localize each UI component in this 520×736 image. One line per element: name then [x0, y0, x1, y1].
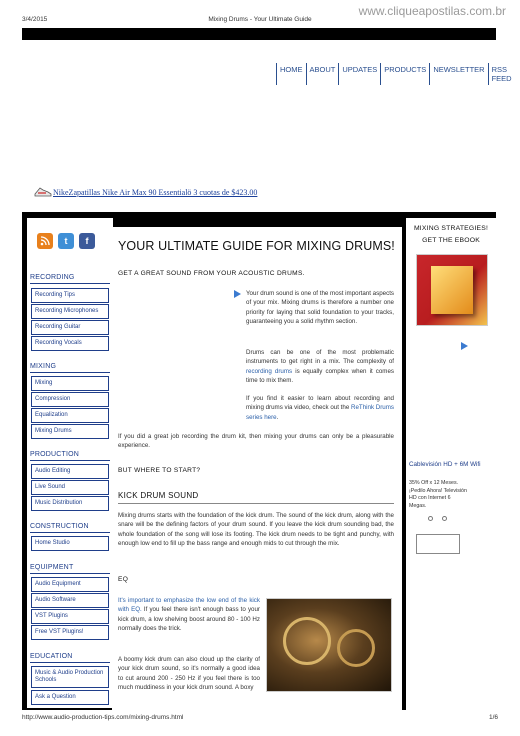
- sidebar-item-recording-guitar[interactable]: Recording Guitar: [31, 320, 109, 335]
- divider: [30, 283, 110, 284]
- section-heading-equipment: EQUIPMENT: [30, 564, 74, 571]
- nav-updates[interactable]: UPDATES: [338, 63, 380, 85]
- intro-paragraph-4: If you did a great job recording the drum kit, then mixing your drums can only be a pleasurable experience.: [118, 433, 394, 450]
- main-content: [112, 227, 402, 710]
- play-icon[interactable]: [234, 290, 241, 298]
- ad-button[interactable]: [416, 534, 460, 554]
- social-icons: [37, 233, 95, 249]
- page-title: YOUR ULTIMATE GUIDE FOR MIXING DRUMS!: [118, 239, 395, 253]
- sidebar-item-audio-software[interactable]: Audio Software: [31, 593, 109, 608]
- intro-paragraph-2: Drums can be one of the most problematic instruments to get right in a mix. The complexity of recording drums is equally complex when it comes time to mix them.: [246, 349, 394, 385]
- page-subtitle: GET A GREAT SOUND FROM YOUR ACOUSTIC DRUMS.: [118, 270, 305, 277]
- watermark: www.cliqueapostilas.com.br: [358, 4, 506, 18]
- carousel-dot[interactable]: [428, 516, 433, 521]
- sidebar-item-audio-editing[interactable]: Audio Editing: [31, 464, 109, 479]
- heading-eq: EQ: [118, 576, 129, 583]
- divider: [30, 532, 110, 533]
- emphasize-low-end-link[interactable]: It's important to emphasize the low end of the kick with EQ.: [118, 597, 260, 614]
- nav-rss-feed[interactable]: RSS FEED: [488, 63, 520, 85]
- sidebar-item-live-sound[interactable]: Live Sound: [31, 480, 109, 495]
- intro-paragraph-3: If you find it easier to learn about recording and mixing drums via video, check out the ReThink Drums series here.: [246, 395, 394, 421]
- rss-icon[interactable]: [37, 233, 53, 249]
- ad-link-text[interactable]: NikeZapatillas Nike Air Max 90 Essentialö 3 cuotas de $423.00: [53, 187, 258, 197]
- section-heading-construction: CONSTRUCTION: [30, 523, 89, 530]
- sidebar-item-music-audio-production-schools[interactable]: Music & Audio Production Schools: [31, 666, 109, 688]
- recording-drums-link[interactable]: recording drums: [246, 367, 293, 375]
- divider: [118, 503, 394, 504]
- ebook-subheading: GET THE EBOOK: [422, 237, 480, 244]
- sidebar-item-music-distribution[interactable]: Music Distribution: [31, 496, 109, 511]
- intro-paragraph-1: Your drum sound is one of the most important aspects of your mix. Mixing drums is therefore a number one priority for laying that solid foundation to your tracks, guaranteeing you a solid rhythm section.: [246, 290, 395, 326]
- heading-kick-drum-sound: KICK DRUM SOUND: [118, 491, 199, 500]
- divider: [30, 372, 110, 373]
- ebook-heading: MIXING STRATEGIES!: [413, 225, 489, 232]
- divider: [30, 460, 110, 461]
- twitter-icon[interactable]: t: [58, 233, 74, 249]
- nav-home[interactable]: HOME: [276, 63, 306, 85]
- sidebar-item-equalization[interactable]: Equalization: [31, 408, 109, 423]
- section-heading-education: EDUCATION: [30, 653, 73, 660]
- sidebar-item-audio-equipment[interactable]: Audio Equipment: [31, 577, 109, 592]
- eq-paragraph-2: A boomy kick drum can also cloud up the clarity of your kick drum sound, so it's normally a good idea to cut around 200 - 250 Hz if you feel there is too much muddiness in your kick drum sound. A boxy: [118, 656, 260, 692]
- kick-paragraph: Mixing drums starts with the foundation of the kick drum. The sound of the kick drum, along with the snare will be the defining factors of your drum sound. If you leave the kick drum sounding bad, the whole foundation of the song will lose its footing. The kick drum needs to be tight and punchy, with enough low end to fill up the bass range and enough mids to cut through the mix.: [118, 512, 394, 548]
- rethink-drums-link[interactable]: ReThink Drums series here: [246, 404, 394, 421]
- section-heading-production: PRODUCTION: [30, 451, 80, 458]
- sidebar-item-recording-vocals[interactable]: Recording Vocals: [31, 336, 109, 351]
- section-where-to-start: BUT WHERE TO START?: [118, 467, 201, 474]
- eq-paragraph-1: It's important to emphasize the low end of the kick with EQ. If you feel there isn't enough bass to your kick drum, a low shelving boost around 80 - 100 Hz normally does the trick.: [118, 597, 260, 633]
- top-black-bar: [22, 28, 496, 40]
- ad-link[interactable]: [34, 186, 257, 198]
- sidebar-item-compression[interactable]: Compression: [31, 392, 109, 407]
- nav-about[interactable]: ABOUT: [306, 63, 339, 85]
- ebook-cover[interactable]: [416, 254, 488, 326]
- section-heading-mixing: MIXING: [30, 363, 57, 370]
- print-footer-url: http://www.audio-production-tips.com/mixing-drums.html: [22, 714, 184, 721]
- print-title: Mixing Drums - Your Ultimate Guide: [208, 16, 312, 23]
- divider: [30, 662, 110, 663]
- divider: [30, 573, 110, 574]
- sidebar-item-free-vst-plugins[interactable]: Free VST Plugins!: [31, 625, 109, 640]
- print-date: 3/4/2015: [22, 16, 48, 23]
- sidebar-item-home-studio[interactable]: Home Studio: [31, 536, 109, 551]
- print-footer-page: 1/6: [488, 714, 498, 721]
- ad-choices-icon[interactable]: [461, 342, 468, 350]
- drum-kit-photo: [266, 598, 392, 692]
- right-panel: [406, 218, 496, 710]
- sidebar-item-mixing[interactable]: Mixing: [31, 376, 109, 391]
- nav-products[interactable]: PRODUCTS: [380, 63, 429, 85]
- top-nav: [276, 63, 520, 85]
- section-heading-recording: RECORDING: [30, 274, 75, 281]
- nav-newsletter[interactable]: NEWSLETTER: [429, 63, 487, 85]
- facebook-icon[interactable]: f: [79, 233, 95, 249]
- sidebar-item-recording-microphones[interactable]: Recording Microphones: [31, 304, 109, 319]
- carousel-dot[interactable]: [442, 516, 447, 521]
- sidebar-item-vst-plugins[interactable]: VST Plugins: [31, 609, 109, 624]
- sidebar-item-recording-tips[interactable]: Recording Tips: [31, 288, 109, 303]
- ad-body: 35% Off x 12 Meses. ¡Pedilo Ahora! Televisión HD con Internet 6 Megas.: [409, 480, 467, 509]
- left-sidebar: [27, 218, 113, 708]
- shoe-icon: [34, 186, 52, 198]
- ad-title[interactable]: Cablevisión HD + 6M Wifi: [409, 461, 481, 468]
- carousel-dots: [428, 516, 447, 521]
- sidebar-item-ask-a-question[interactable]: Ask a Question: [31, 690, 109, 705]
- sidebar-item-mixing-drums[interactable]: Mixing Drums: [31, 424, 109, 439]
